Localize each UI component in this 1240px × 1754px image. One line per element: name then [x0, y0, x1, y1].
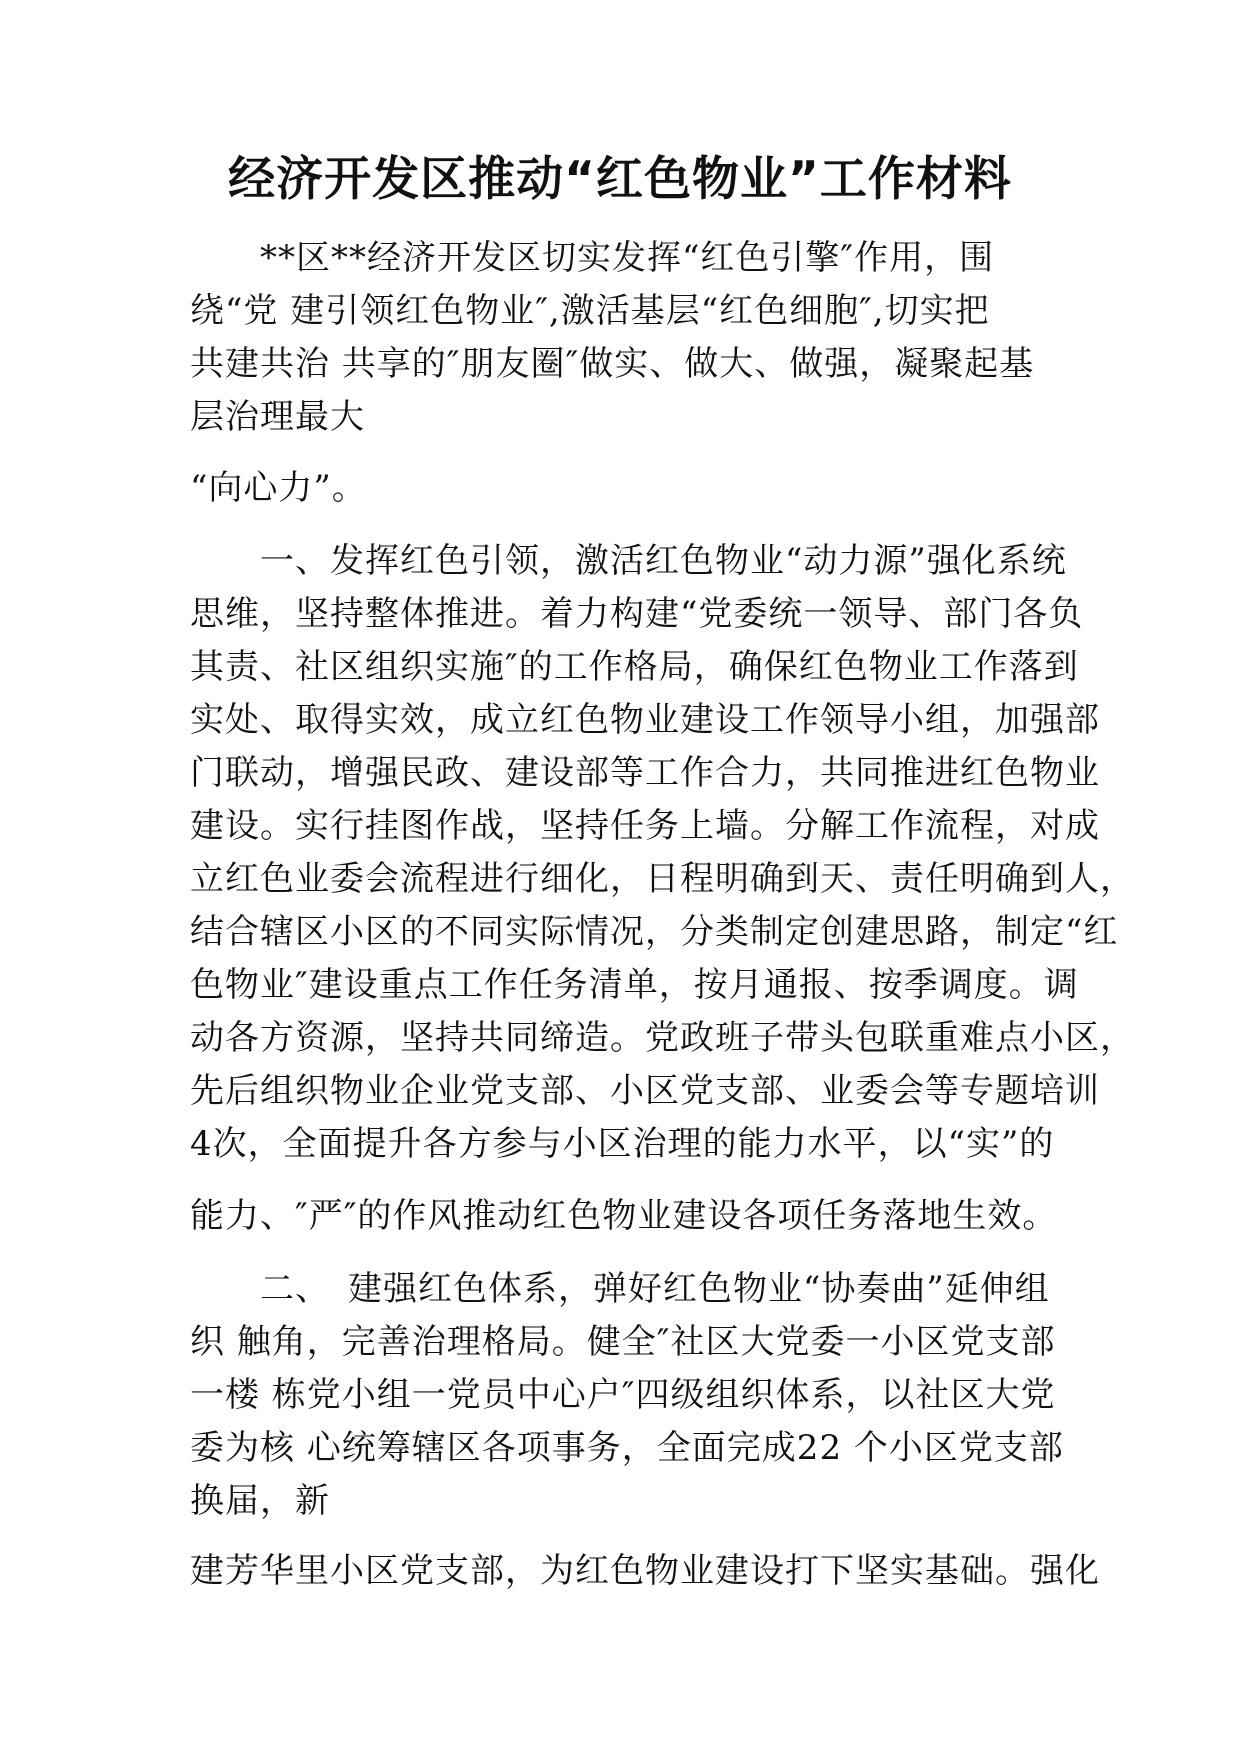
text-line: 能力、″严″的作风推动红色物业建设各项任务落地生效。: [190, 1196, 1058, 1236]
text-line: 结合辖区小区的不同实际情况，分类制定创建思路，制定“红: [190, 912, 1119, 952]
text-line: 建设。实行挂图作战，坚持任务上墙。分解工作流程，对成: [190, 806, 1100, 846]
text-line: 建芳华里小区党支部，为红色物业建设打下坚实基础。强化: [190, 1551, 1100, 1591]
text-line: 立红色业委会流程进行细化，日程明确到天、责任明确到人，: [190, 859, 1135, 899]
text-line: 色物业″建设重点工作任务清单，按月通报、按季调度。调: [190, 965, 1079, 1005]
text-line: 换届，新: [190, 1481, 330, 1521]
text-line: “向心力”。: [190, 468, 367, 508]
text-line: 其责、社区组织实施″的工作格局，确保红色物业工作落到: [190, 647, 1079, 687]
text-line: 4次，全面提升各方参与小区治理的能力水平，以“实”的: [190, 1124, 1055, 1164]
text-line: 一、发挥红色引领，激活红色物业“动力源”强化系统: [190, 541, 1067, 581]
text-line: 动各方资源，坚持共同缔造。党政班子带头包联重难点小区，: [190, 1018, 1135, 1058]
text-line: **区**经济开发区切实发挥“红色引擎″作用，围: [190, 238, 995, 278]
text-line: 二、 建强红色体系，弹好红色物业“协奏曲”延伸组: [190, 1269, 1050, 1309]
text-line: 委为核 心统筹辖区各项事务，全面完成22 个小区党支部: [190, 1428, 1064, 1468]
text-line: 先后组织物业企业党支部、小区党支部、业委会等专题培训: [190, 1071, 1100, 1111]
document-title: 经济开发区推动“红色物业”工作材料: [228, 152, 1012, 207]
text-line: 门联动，增强民政、建设部等工作合力，共同推进红色物业: [190, 753, 1100, 793]
text-line: 共建共治 共享的″朋友圈″做实、做大、做强，凝聚起基: [190, 344, 1035, 384]
text-line: 层治理最大: [190, 397, 365, 437]
text-line: 绕“党 建引领红色物业″,激活基层“红色细胞″,切实把: [190, 291, 990, 331]
text-line: 实处、取得实效，成立红色物业建设工作领导小组，加强部: [190, 700, 1100, 740]
text-line: 思维，坚持整体推进。着力构建“党委统一领导、部门各负: [190, 594, 1084, 634]
text-line: 织 触角，完善治理格局。健全″社区大党委一小区党支部: [190, 1322, 1056, 1362]
text-line: 一楼 栋党小组一党员中心户″四级组织体系，以社区大党: [190, 1375, 1056, 1415]
